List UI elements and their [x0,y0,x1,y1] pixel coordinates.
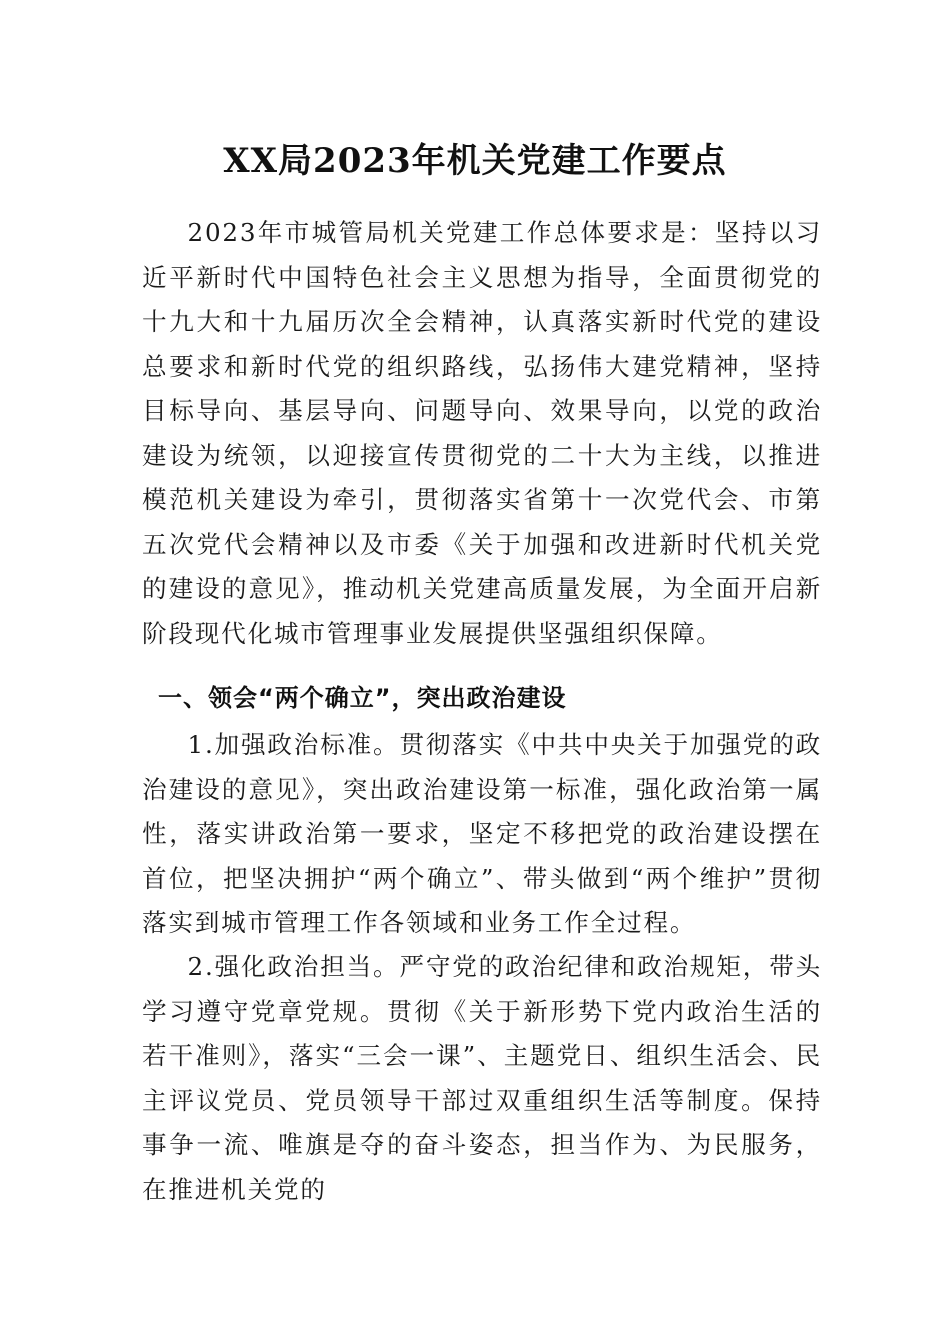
document-title: XX局2023年机关党建工作要点 [223,141,727,181]
intro-paragraph: 2023年市城管局机关党建工作总体要求是：坚持以习近平新时代中国特色社会主义思想为指导，全面贯彻党的十九大和十九届历次全会精神，认真落实新时代党的建设总要求和新时代党的组织路线，弘扬伟大建党精神，坚持目标导向、基层导向、问题导向、效果导向，以党的政治建设为统领，以迎接宣传贯彻党的二十大为主线，以推进模范机关建设为牵引，贯彻落实省第十一次党代会、市第五次党代会精神以及市委《关于加强和改进新时代机关党的建设的意见》，推动机关党建高质量发展，为全面开启新阶段现代化城市管理事业发展提供坚强组织保障。 [142,218,822,648]
item-paragraph-2: 2.强化政治担当。严守党的政治纪律和政治规矩，带头学习遵守党章党规。贯彻《关于新形势下党内政治生活的若干准则》，落实“三会一课”、主题党日、组织生活会、民主评议党员、党员领导干部过双重组织生活等制度。保持事争一流、唯旗是夺的奋斗姿态，担当作为、为民服务，在推进机关党的 [142,952,822,1204]
item-paragraph-1: 1.加强政治标准。贯彻落实《中共中央关于加强党的政治建设的意见》，突出政治建设第一标准，强化政治第一属性，落实讲政治第一要求，坚定不移把党的政治建设摆在首位，把坚决拥护“两个确立”、带头做到“两个维护”贯彻落实到城市管理工作各领域和业务工作全过程。 [142,730,822,937]
section-heading: 一、领会“两个确立”，突出政治建设 [158,684,567,712]
